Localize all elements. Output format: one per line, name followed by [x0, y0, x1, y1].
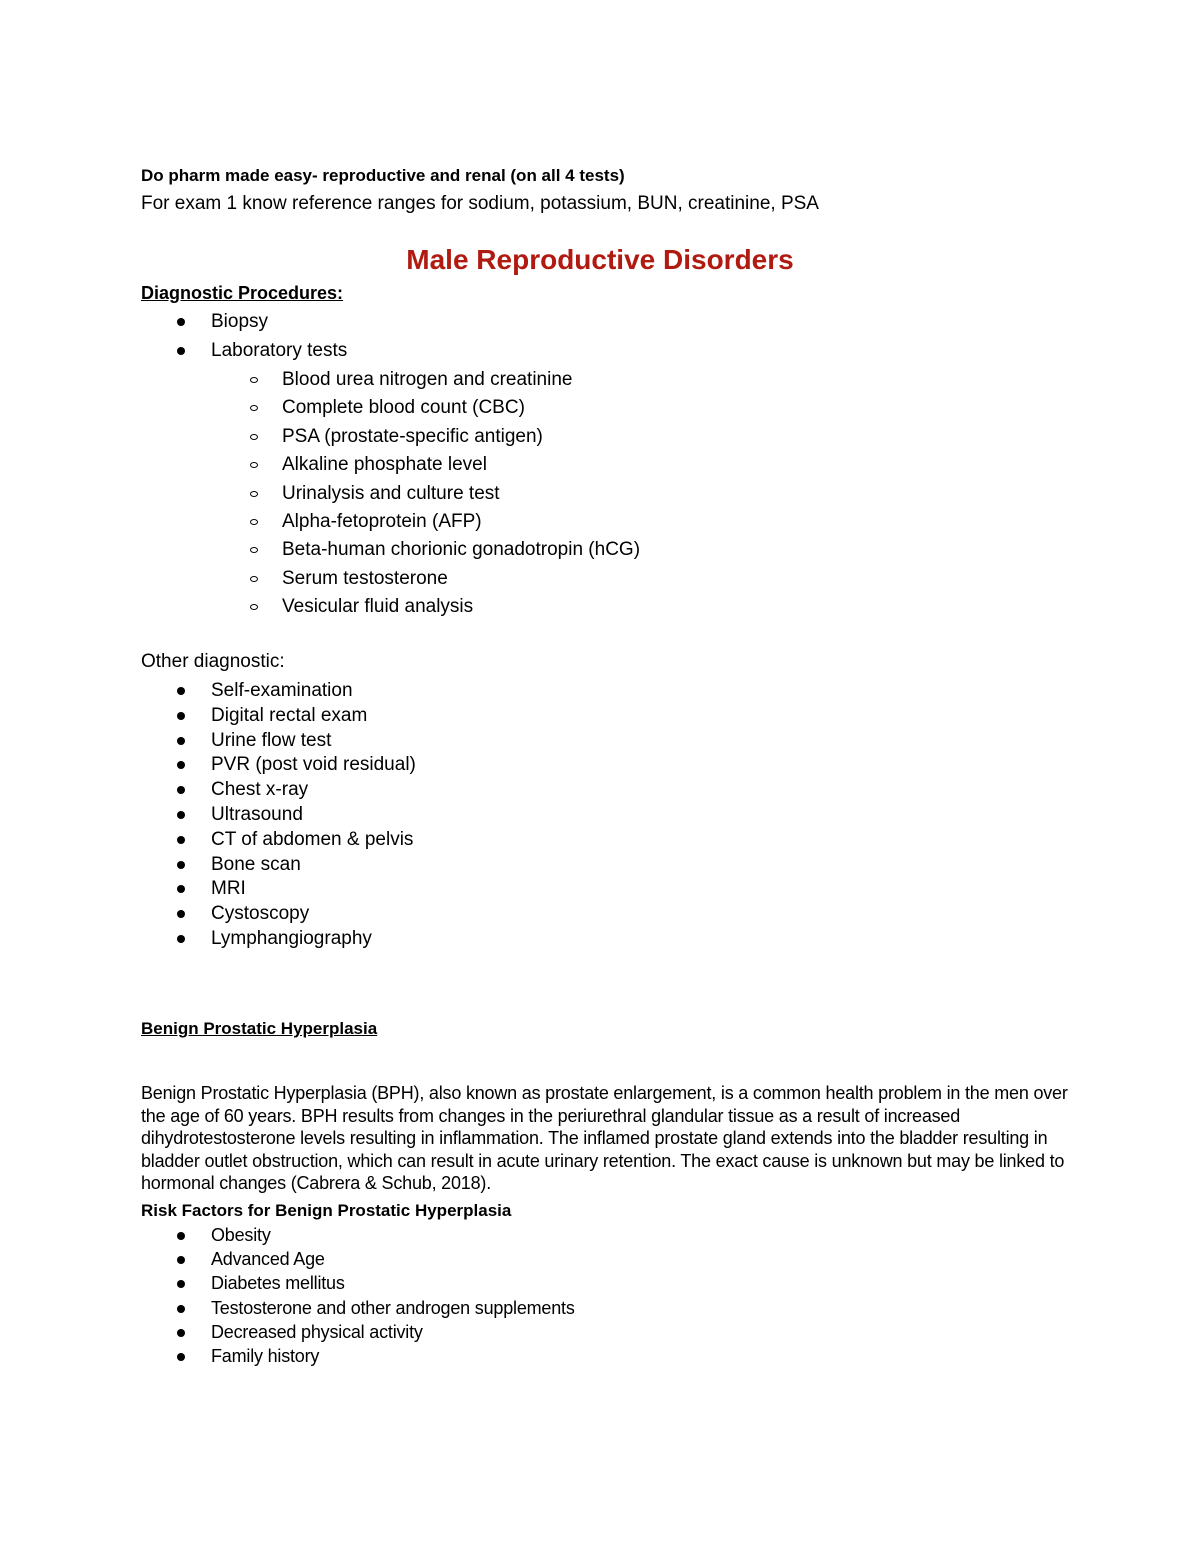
bullet-circle-icon	[250, 604, 258, 610]
bullet-disc-icon	[177, 712, 185, 720]
list-item-label: Urinalysis and culture test	[282, 482, 500, 504]
list-item	[141, 452, 640, 480]
list-item-label: Alkaline phosphate level	[282, 454, 487, 476]
bullet-disc-icon	[177, 1329, 185, 1337]
list-item-label: Obesity	[211, 1225, 271, 1245]
list-item	[141, 704, 416, 729]
list-item	[141, 309, 347, 338]
list-item-label: Blood urea nitrogen and creatinine	[282, 369, 573, 390]
list-item	[141, 679, 416, 704]
list-item	[141, 1272, 575, 1296]
bullet-disc-icon	[177, 1232, 185, 1240]
list-item	[141, 1345, 575, 1369]
bullet-disc-icon	[177, 786, 185, 794]
list-item	[141, 395, 640, 423]
bph-paragraph: Benign Prostatic Hyperplasia (BPH), also known as prostate enlargement, is a common health problem in the men over the age of 60 years. BPH results from changes in the periurethral glandular tissue as a result of increased dihydrotestosterone levels resulting in inflammation. The inflamed prostate gland extends into the bladder resulting in bladder outlet obstruction, which can result in acute urinary retention. The exact cause is unknown but may be linked to hormonal changes (Cabrera & Schub, 2018).	[141, 1083, 1068, 1194]
list-item	[141, 803, 416, 828]
list-item-label: Vesicular fluid analysis	[282, 596, 474, 618]
bullet-circle-icon	[250, 576, 258, 582]
list-item-label: Digital rectal exam	[211, 704, 368, 726]
list-item-label: Chest x-ray	[211, 779, 309, 801]
list-item	[141, 927, 416, 952]
bullet-circle-icon	[250, 434, 258, 440]
list-item-label: Bone scan	[211, 853, 301, 875]
diagnostic-procedures-list	[141, 309, 347, 367]
study-note-plain: For exam 1 know reference ranges for sodium, potassium, BUN, creatinine, PSA	[141, 193, 819, 214]
bullet-circle-icon	[250, 491, 258, 497]
list-item	[141, 509, 640, 537]
list-item	[141, 566, 640, 594]
list-item	[141, 594, 640, 622]
list-item-label: Serum testosterone	[282, 567, 448, 589]
list-item	[141, 853, 416, 878]
list-item-label: Testosterone and other androgen supplements	[211, 1297, 575, 1318]
risk-factors-heading: Risk Factors for Benign Prostatic Hyperplasia	[141, 1201, 512, 1220]
list-item	[141, 902, 416, 927]
list-item-label: Cystoscopy	[211, 903, 310, 925]
bullet-disc-icon	[177, 1305, 185, 1313]
list-item	[141, 424, 640, 452]
bullet-circle-icon	[250, 405, 258, 411]
list-item	[141, 753, 416, 778]
bullet-disc-icon	[177, 1280, 185, 1288]
list-item	[141, 537, 640, 565]
other-diagnostic-list	[141, 679, 416, 952]
list-item	[141, 828, 416, 853]
list-item-label: Laboratory tests	[211, 340, 348, 361]
bullet-disc-icon	[177, 318, 185, 326]
list-item-label: PVR (post void residual)	[211, 754, 416, 776]
bullet-circle-icon	[250, 462, 258, 468]
list-item-label: Urine flow test	[211, 729, 332, 751]
list-item	[141, 1297, 575, 1321]
list-item-label: Family history	[211, 1345, 320, 1366]
list-item-label: Self-examination	[211, 680, 353, 701]
list-item-label: Complete blood count (CBC)	[282, 397, 525, 419]
list-item	[141, 1248, 575, 1272]
list-item	[141, 1321, 575, 1345]
bullet-disc-icon	[177, 910, 185, 918]
bullet-disc-icon	[177, 885, 185, 893]
list-item-label: CT of abdomen & pelvis	[211, 828, 414, 850]
bullet-disc-icon	[177, 1256, 185, 1264]
list-item-label: Alpha-fetoprotein (AFP)	[282, 510, 482, 532]
list-item-label: Diabetes mellitus	[211, 1273, 345, 1294]
list-item-label: Biopsy	[211, 311, 269, 332]
list-item	[141, 367, 640, 395]
list-item	[141, 877, 416, 902]
bullet-disc-icon	[177, 761, 185, 769]
other-diagnostic-label: Other diagnostic:	[141, 651, 285, 672]
bullet-disc-icon	[177, 861, 185, 869]
list-item	[141, 481, 640, 509]
bullet-circle-icon	[250, 519, 258, 525]
list-item-label: Beta-human chorionic gonadotropin (hCG)	[282, 539, 641, 561]
list-item-label: Decreased physical activity	[211, 1321, 423, 1342]
page-title: Male Reproductive Disorders	[406, 244, 794, 275]
bullet-disc-icon	[177, 687, 185, 695]
list-item-label: PSA (prostate-specific antigen)	[282, 425, 543, 447]
list-item-label: Advanced Age	[211, 1249, 325, 1270]
list-item-label: MRI	[211, 878, 246, 900]
list-item	[141, 778, 416, 803]
bullet-disc-icon	[177, 737, 185, 745]
bullet-disc-icon	[177, 1353, 185, 1361]
bullet-disc-icon	[177, 836, 185, 844]
list-item	[141, 338, 347, 367]
list-item	[141, 729, 416, 754]
diagnostic-procedures-heading: Diagnostic Procedures:	[141, 283, 344, 303]
list-item-label: Lymphangiography	[211, 927, 372, 949]
bullet-disc-icon	[177, 347, 185, 355]
bph-heading: Benign Prostatic Hyperplasia	[141, 1019, 378, 1038]
study-note-bold: Do pharm made easy- reproductive and renal (on all 4 tests)	[141, 166, 625, 185]
bullet-disc-icon	[177, 935, 185, 943]
list-item-label: Ultrasound	[211, 803, 303, 825]
risk-factors-list	[141, 1224, 575, 1369]
bullet-circle-icon	[250, 377, 258, 383]
bullet-circle-icon	[250, 547, 258, 553]
list-item	[141, 1224, 575, 1248]
bullet-disc-icon	[177, 811, 185, 819]
laboratory-tests-list	[141, 367, 640, 623]
